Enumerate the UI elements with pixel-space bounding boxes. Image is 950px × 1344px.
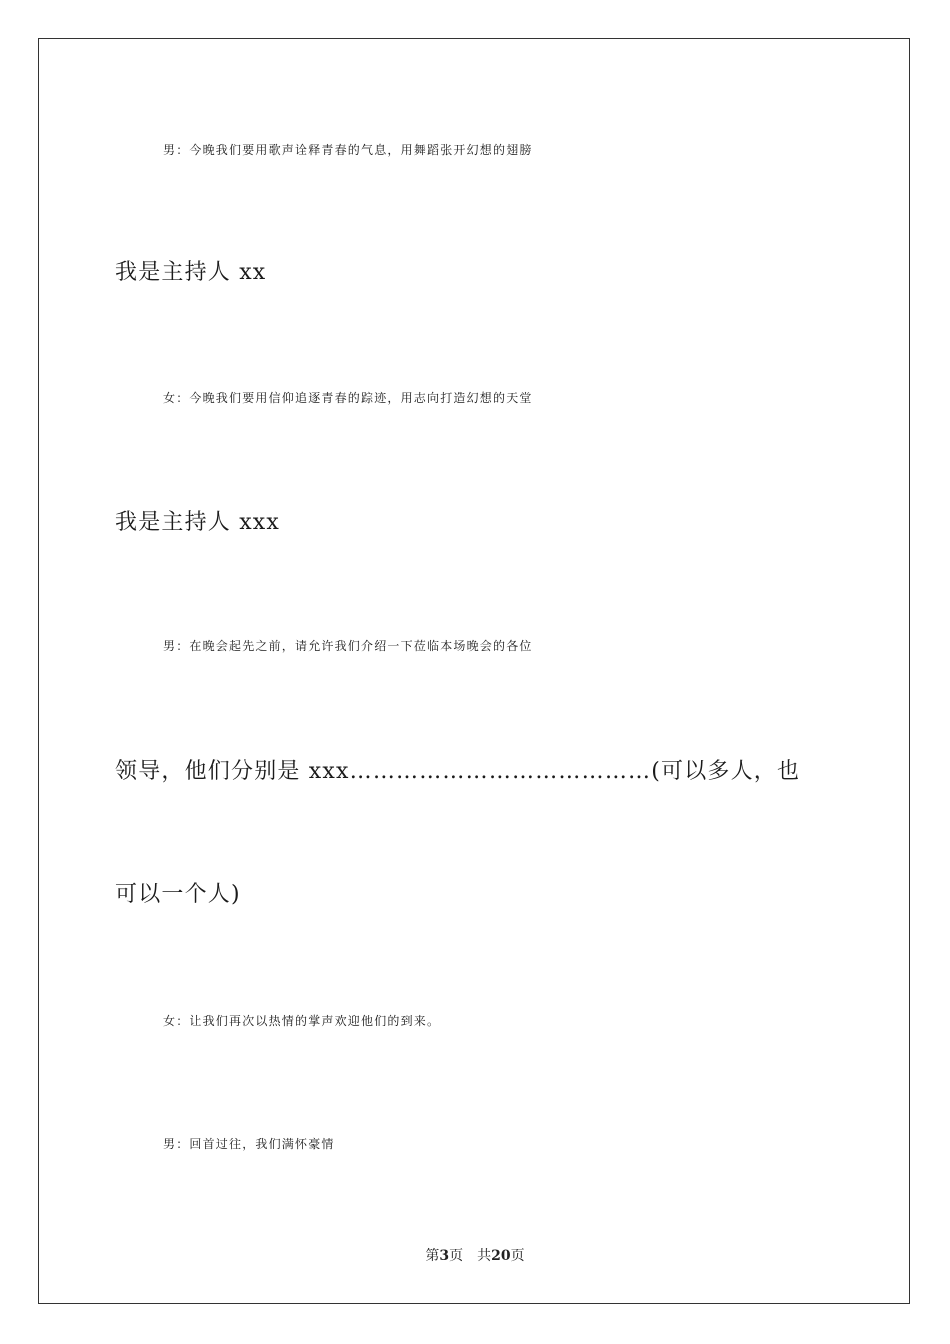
paragraph-line-3: 女：今晚我们要用信仰追逐青春的踪迹，用志向打造幻想的天堂 (163, 391, 533, 405)
paragraph-line-2: 我是主持人 xx (115, 260, 267, 285)
paragraph-line-7: 可以一个人) (115, 882, 241, 907)
paragraph-line-4: 我是主持人 xxx (115, 510, 281, 535)
page-footer (0, 1246, 950, 1266)
footer-total-suffix: 页 (510, 1248, 525, 1264)
paragraph-line-9: 男：回首过往，我们满怀豪情 (163, 1137, 335, 1151)
page-border (38, 38, 910, 1304)
footer-page-suffix: 页 (449, 1248, 464, 1264)
paragraph-line-5: 男：在晚会起先之前，请允许我们介绍一下莅临本场晚会的各位 (163, 639, 533, 653)
footer-page-number: 3 (439, 1248, 450, 1264)
paragraph-line-6: 领导，他们分别是 xxx…………………………………(可以多人，也 (115, 759, 801, 784)
footer-page-prefix: 第 (425, 1248, 440, 1264)
paragraph-line-8: 女：让我们再次以热情的掌声欢迎他们的到来。 (163, 1014, 441, 1028)
footer-total-pages: 20 (491, 1248, 511, 1264)
footer-total-prefix: 共 (477, 1248, 492, 1264)
paragraph-line-1: 男：今晚我们要用歌声诠释青春的气息，用舞蹈张开幻想的翅膀 (163, 143, 533, 157)
